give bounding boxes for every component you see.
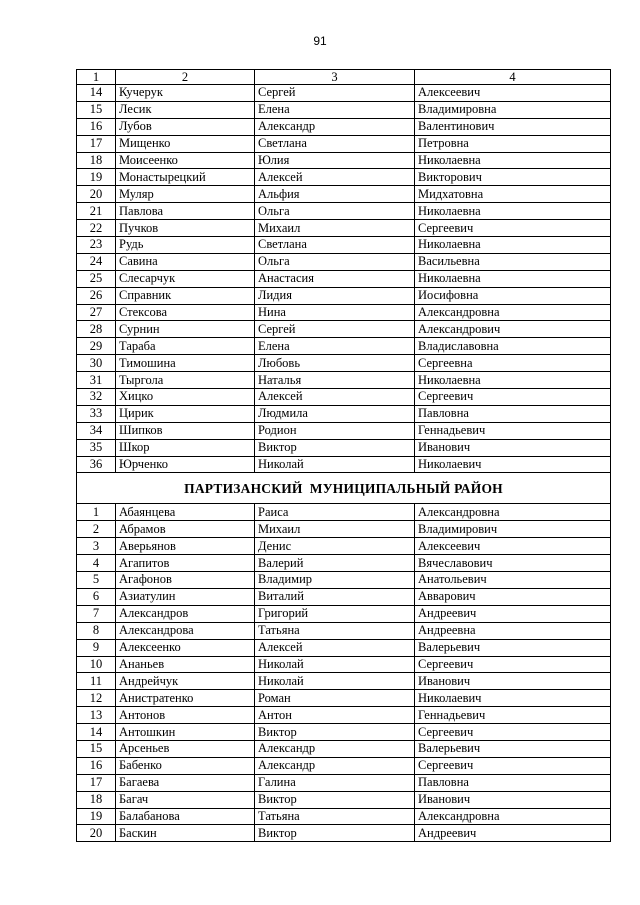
first-name-cell: Людмила bbox=[255, 405, 415, 422]
row-number-cell: 3 bbox=[77, 538, 116, 555]
table-row bbox=[77, 740, 611, 757]
table-row bbox=[77, 639, 611, 656]
table-row bbox=[77, 135, 611, 152]
first-name-cell: Александр bbox=[255, 740, 415, 757]
last-name-cell: Лубов bbox=[116, 118, 255, 135]
patronymic-cell: Валерьевич bbox=[415, 639, 611, 656]
row-number-cell: 1 bbox=[77, 504, 116, 521]
last-name-cell: Павлова bbox=[116, 203, 255, 220]
first-name-cell: Елена bbox=[255, 338, 415, 355]
patronymic-cell: Сергеевич bbox=[415, 656, 611, 673]
table-row bbox=[77, 808, 611, 825]
patronymic-cell: Алексеевич bbox=[415, 85, 611, 102]
row-number-cell: 20 bbox=[77, 186, 116, 203]
last-name-cell: Мищенко bbox=[116, 135, 255, 152]
column-header-row bbox=[77, 70, 611, 85]
row-number-cell: 9 bbox=[77, 639, 116, 656]
row-number-cell: 18 bbox=[77, 791, 116, 808]
last-name-cell: Тараба bbox=[116, 338, 255, 355]
last-name-cell: Абаянцева bbox=[116, 504, 255, 521]
first-name-cell: Нина bbox=[255, 304, 415, 321]
table-row bbox=[77, 338, 611, 355]
first-name-cell: Михаил bbox=[255, 220, 415, 237]
last-name-cell: Ананьев bbox=[116, 656, 255, 673]
last-name-cell: Алексеенко bbox=[116, 639, 255, 656]
row-number-cell: 35 bbox=[77, 439, 116, 456]
patronymic-cell: Андреевич bbox=[415, 825, 611, 842]
first-name-cell: Михаил bbox=[255, 521, 415, 538]
table-row bbox=[77, 707, 611, 724]
last-name-cell: Баскин bbox=[116, 825, 255, 842]
table-row bbox=[77, 456, 611, 473]
table-row bbox=[77, 152, 611, 169]
first-name-cell: Альфия bbox=[255, 186, 415, 203]
page-number: 91 bbox=[313, 34, 327, 48]
row-number-cell: 4 bbox=[77, 555, 116, 572]
first-name-cell: Антон bbox=[255, 707, 415, 724]
last-name-cell: Антошкин bbox=[116, 724, 255, 741]
last-name-cell: Аверьянов bbox=[116, 538, 255, 555]
row-number-cell: 7 bbox=[77, 605, 116, 622]
first-name-cell: Светлана bbox=[255, 135, 415, 152]
patronymic-cell: Николаевна bbox=[415, 237, 611, 254]
row-number-cell: 5 bbox=[77, 572, 116, 589]
row-number-cell: 31 bbox=[77, 372, 116, 389]
patronymic-cell: Андреевич bbox=[415, 605, 611, 622]
last-name-cell: Тимошина bbox=[116, 355, 255, 372]
table-row bbox=[77, 791, 611, 808]
patronymic-cell: Николаевна bbox=[415, 203, 611, 220]
last-name-cell: Агафонов bbox=[116, 572, 255, 589]
column-header: 3 bbox=[255, 70, 415, 85]
table-row bbox=[77, 253, 611, 270]
patronymic-cell: Алексеевич bbox=[415, 538, 611, 555]
last-name-cell: Монастырецкий bbox=[116, 169, 255, 186]
last-name-cell: Стексова bbox=[116, 304, 255, 321]
last-name-cell: Анистратенко bbox=[116, 690, 255, 707]
patronymic-cell: Александровна bbox=[415, 504, 611, 521]
first-name-cell: Раиса bbox=[255, 504, 415, 521]
first-name-cell: Родион bbox=[255, 422, 415, 439]
last-name-cell: Багаева bbox=[116, 774, 255, 791]
row-number-cell: 15 bbox=[77, 101, 116, 118]
first-name-cell: Николай bbox=[255, 456, 415, 473]
table-row bbox=[77, 521, 611, 538]
first-name-cell: Галина bbox=[255, 774, 415, 791]
patronymic-cell: Иванович bbox=[415, 673, 611, 690]
patronymic-cell: Николаевна bbox=[415, 372, 611, 389]
patronymic-cell: Васильевна bbox=[415, 253, 611, 270]
table-row bbox=[77, 774, 611, 791]
row-number-cell: 19 bbox=[77, 169, 116, 186]
patronymic-cell: Владимировна bbox=[415, 101, 611, 118]
table-row bbox=[77, 422, 611, 439]
row-number-cell: 18 bbox=[77, 152, 116, 169]
row-number-cell: 2 bbox=[77, 521, 116, 538]
table-row bbox=[77, 321, 611, 338]
patronymic-cell: Викторович bbox=[415, 169, 611, 186]
first-name-cell: Виктор bbox=[255, 791, 415, 808]
last-name-cell: Абрамов bbox=[116, 521, 255, 538]
patronymic-cell: Иванович bbox=[415, 791, 611, 808]
patronymic-cell: Петровна bbox=[415, 135, 611, 152]
first-name-cell: Ольга bbox=[255, 253, 415, 270]
patronymic-cell: Сергеевич bbox=[415, 220, 611, 237]
last-name-cell: Шкор bbox=[116, 439, 255, 456]
row-number-cell: 34 bbox=[77, 422, 116, 439]
first-name-cell: Татьяна bbox=[255, 808, 415, 825]
patronymic-cell: Иосифовна bbox=[415, 287, 611, 304]
patronymic-cell: Вячеславович bbox=[415, 555, 611, 572]
first-name-cell: Сергей bbox=[255, 321, 415, 338]
row-number-cell: 32 bbox=[77, 389, 116, 406]
table-row bbox=[77, 85, 611, 102]
table-row bbox=[77, 673, 611, 690]
last-name-cell: Слесарчук bbox=[116, 270, 255, 287]
column-header: 1 bbox=[77, 70, 116, 85]
last-name-cell: Пучков bbox=[116, 220, 255, 237]
row-number-cell: 21 bbox=[77, 203, 116, 220]
first-name-cell: Денис bbox=[255, 538, 415, 555]
first-name-cell: Николай bbox=[255, 656, 415, 673]
last-name-cell: Рудь bbox=[116, 237, 255, 254]
last-name-cell: Муляр bbox=[116, 186, 255, 203]
row-number-cell: 29 bbox=[77, 338, 116, 355]
row-number-cell: 36 bbox=[77, 456, 116, 473]
table-row bbox=[77, 101, 611, 118]
row-number-cell: 14 bbox=[77, 724, 116, 741]
last-name-cell: Сурнин bbox=[116, 321, 255, 338]
table-row bbox=[77, 605, 611, 622]
first-name-cell: Владимир bbox=[255, 572, 415, 589]
first-name-cell: Николай bbox=[255, 673, 415, 690]
first-name-cell: Григорий bbox=[255, 605, 415, 622]
patronymic-cell: Сергеевич bbox=[415, 389, 611, 406]
first-name-cell: Любовь bbox=[255, 355, 415, 372]
table-row bbox=[77, 118, 611, 135]
table-row bbox=[77, 690, 611, 707]
table-row bbox=[77, 555, 611, 572]
first-name-cell: Алексей bbox=[255, 389, 415, 406]
first-name-cell: Юлия bbox=[255, 152, 415, 169]
section-title: ПАРТИЗАНСКИЙ МУНИЦИПАЛЬНЫЙ РАЙОН bbox=[77, 473, 611, 504]
first-name-cell: Валерий bbox=[255, 555, 415, 572]
last-name-cell: Справник bbox=[116, 287, 255, 304]
table-row bbox=[77, 405, 611, 422]
last-name-cell: Андрейчук bbox=[116, 673, 255, 690]
patronymic-cell: Авварович bbox=[415, 588, 611, 605]
table-row bbox=[77, 287, 611, 304]
first-name-cell: Александр bbox=[255, 118, 415, 135]
table-row bbox=[77, 538, 611, 555]
table-row bbox=[77, 220, 611, 237]
row-number-cell: 12 bbox=[77, 690, 116, 707]
table-row bbox=[77, 270, 611, 287]
patronymic-cell: Сергеевич bbox=[415, 757, 611, 774]
table-row bbox=[77, 203, 611, 220]
patronymic-cell: Павловна bbox=[415, 774, 611, 791]
first-name-cell: Виталий bbox=[255, 588, 415, 605]
first-name-cell: Елена bbox=[255, 101, 415, 118]
patronymic-cell: Александрович bbox=[415, 321, 611, 338]
last-name-cell: Балабанова bbox=[116, 808, 255, 825]
row-number-cell: 16 bbox=[77, 757, 116, 774]
row-number-cell: 22 bbox=[77, 220, 116, 237]
first-name-cell: Виктор bbox=[255, 439, 415, 456]
row-number-cell: 25 bbox=[77, 270, 116, 287]
first-name-cell: Виктор bbox=[255, 825, 415, 842]
patronymic-cell: Иванович bbox=[415, 439, 611, 456]
patronymic-cell: Владимирович bbox=[415, 521, 611, 538]
first-name-cell: Роман bbox=[255, 690, 415, 707]
last-name-cell: Багач bbox=[116, 791, 255, 808]
first-name-cell: Алексей bbox=[255, 169, 415, 186]
patronymic-cell: Анатольевич bbox=[415, 572, 611, 589]
patronymic-cell: Александровна bbox=[415, 304, 611, 321]
last-name-cell: Александров bbox=[116, 605, 255, 622]
first-name-cell: Виктор bbox=[255, 724, 415, 741]
table-row bbox=[77, 439, 611, 456]
table-row bbox=[77, 504, 611, 521]
last-name-cell: Агапитов bbox=[116, 555, 255, 572]
last-name-cell: Азиатулин bbox=[116, 588, 255, 605]
patronymic-cell: Геннадьевич bbox=[415, 707, 611, 724]
patronymic-cell: Геннадьевич bbox=[415, 422, 611, 439]
first-name-cell: Наталья bbox=[255, 372, 415, 389]
row-number-cell: 30 bbox=[77, 355, 116, 372]
patronymic-cell: Павловна bbox=[415, 405, 611, 422]
row-number-cell: 10 bbox=[77, 656, 116, 673]
table-row bbox=[77, 237, 611, 254]
row-number-cell: 20 bbox=[77, 825, 116, 842]
last-name-cell: Кучерук bbox=[116, 85, 255, 102]
roster-table bbox=[76, 69, 611, 842]
row-number-cell: 6 bbox=[77, 588, 116, 605]
patronymic-cell: Николаевна bbox=[415, 270, 611, 287]
patronymic-cell: Николаевна bbox=[415, 152, 611, 169]
table-row bbox=[77, 825, 611, 842]
row-number-cell: 17 bbox=[77, 135, 116, 152]
patronymic-cell: Сергеевич bbox=[415, 724, 611, 741]
row-number-cell: 19 bbox=[77, 808, 116, 825]
last-name-cell: Хицко bbox=[116, 389, 255, 406]
table-row bbox=[77, 169, 611, 186]
roster-body bbox=[77, 70, 611, 842]
table-row bbox=[77, 656, 611, 673]
first-name-cell: Татьяна bbox=[255, 622, 415, 639]
table-row bbox=[77, 588, 611, 605]
table-row bbox=[77, 572, 611, 589]
row-number-cell: 27 bbox=[77, 304, 116, 321]
row-number-cell: 23 bbox=[77, 237, 116, 254]
last-name-cell: Моисеенко bbox=[116, 152, 255, 169]
row-number-cell: 26 bbox=[77, 287, 116, 304]
last-name-cell: Антонов bbox=[116, 707, 255, 724]
patronymic-cell: Мидхатовна bbox=[415, 186, 611, 203]
last-name-cell: Бабенко bbox=[116, 757, 255, 774]
last-name-cell: Лесик bbox=[116, 101, 255, 118]
row-number-cell: 17 bbox=[77, 774, 116, 791]
row-number-cell: 28 bbox=[77, 321, 116, 338]
row-number-cell: 13 bbox=[77, 707, 116, 724]
last-name-cell: Тыргола bbox=[116, 372, 255, 389]
section-header-row bbox=[77, 473, 611, 504]
patronymic-cell: Николаевич bbox=[415, 456, 611, 473]
first-name-cell: Александр bbox=[255, 757, 415, 774]
table-row bbox=[77, 372, 611, 389]
patronymic-cell: Сергеевна bbox=[415, 355, 611, 372]
table-row bbox=[77, 757, 611, 774]
column-header: 4 bbox=[415, 70, 611, 85]
last-name-cell: Савина bbox=[116, 253, 255, 270]
row-number-cell: 15 bbox=[77, 740, 116, 757]
patronymic-cell: Николаевич bbox=[415, 690, 611, 707]
last-name-cell: Юрченко bbox=[116, 456, 255, 473]
table-row bbox=[77, 622, 611, 639]
last-name-cell: Александрова bbox=[116, 622, 255, 639]
table-row bbox=[77, 355, 611, 372]
last-name-cell: Цирик bbox=[116, 405, 255, 422]
column-header: 2 bbox=[116, 70, 255, 85]
row-number-cell: 11 bbox=[77, 673, 116, 690]
first-name-cell: Ольга bbox=[255, 203, 415, 220]
patronymic-cell: Александровна bbox=[415, 808, 611, 825]
last-name-cell: Арсеньев bbox=[116, 740, 255, 757]
first-name-cell: Алексей bbox=[255, 639, 415, 656]
patronymic-cell: Валентинович bbox=[415, 118, 611, 135]
table-row bbox=[77, 389, 611, 406]
patronymic-cell: Валерьевич bbox=[415, 740, 611, 757]
first-name-cell: Светлана bbox=[255, 237, 415, 254]
row-number-cell: 16 bbox=[77, 118, 116, 135]
first-name-cell: Лидия bbox=[255, 287, 415, 304]
row-number-cell: 8 bbox=[77, 622, 116, 639]
table-row bbox=[77, 724, 611, 741]
first-name-cell: Сергей bbox=[255, 85, 415, 102]
table-row bbox=[77, 304, 611, 321]
first-name-cell: Анастасия bbox=[255, 270, 415, 287]
last-name-cell: Шипков bbox=[116, 422, 255, 439]
table-row bbox=[77, 186, 611, 203]
patronymic-cell: Андреевна bbox=[415, 622, 611, 639]
row-number-cell: 24 bbox=[77, 253, 116, 270]
patronymic-cell: Владиславовна bbox=[415, 338, 611, 355]
row-number-cell: 33 bbox=[77, 405, 116, 422]
row-number-cell: 14 bbox=[77, 85, 116, 102]
